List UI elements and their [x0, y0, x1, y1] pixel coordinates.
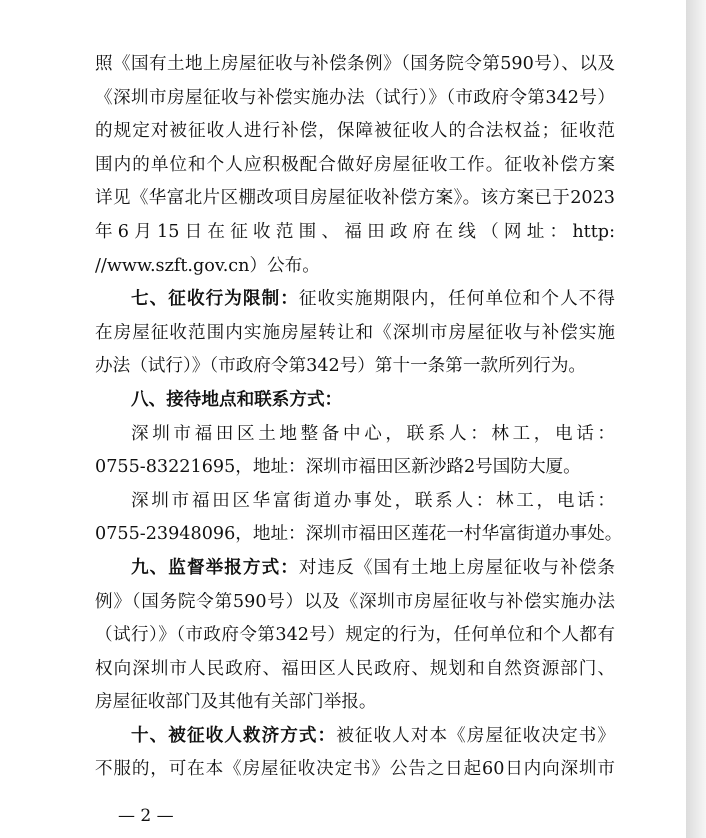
text-span: 被征收人对本《房屋征收决定书》: [336, 725, 615, 746]
section-10-first-line: [95, 720, 615, 754]
text-line: 办法（试行）》（市政府令第342号）第十一条第一款所列行为。: [95, 356, 587, 377]
text-line: 深圳市福田区土地整备中心，联系人：林工，电话：: [131, 423, 615, 444]
text-line: 深圳市福田区华富街道办事处，联系人：林工，电话：: [131, 490, 615, 511]
text-line: （试行）》（市政府令第342号）规定的行为，任何单位和个人都有: [95, 625, 615, 646]
text-line: 详见《华富北片区棚改项目房屋征收补偿方案》。该方案已于2023: [95, 188, 615, 209]
text-line: 在房屋征收范围内实施房屋转让和《深圳市房屋征收与补偿实施: [95, 322, 615, 343]
text-line: 0755-23948096，地址：深圳市福田区莲花一村华富街道办事处。: [95, 524, 623, 545]
section-8-heading-line: [95, 384, 615, 418]
text-line: 年6月15日在征收范围、福田政府在线（网址：http:: [95, 221, 615, 242]
section-heading: 八、接待地点和联系方式：: [131, 389, 343, 410]
section-7-first-line: [95, 283, 615, 317]
section-heading: 九、监督举报方式：: [131, 557, 299, 578]
text-span: 征收实施期限内，任何单位和个人不得: [298, 289, 615, 310]
text-line: 不服的，可在本《房屋征收决定书》公告之日起60日内向深圳市: [95, 759, 615, 780]
text-line: 围内的单位和个人应积极配合做好房屋征收工作。征收补偿方案: [95, 154, 615, 175]
text-line: 《深圳市房屋征收与补偿实施办法（试行）》（市政府令第342号）: [95, 87, 615, 108]
text-line: 照《国有土地上房屋征收与补偿条例》（国务院令第590号）、以及: [95, 54, 615, 74]
document-body: [95, 48, 623, 787]
page-number: — 2 —: [118, 806, 174, 826]
page-edge: [686, 0, 706, 838]
text-line: 的规定对被征收人进行补偿，保障被征收人的合法权益；征收范: [95, 121, 615, 142]
text-line: 房屋征收部门及其他有关部门举报。: [95, 692, 377, 713]
text-span: 对违反《国有土地上房屋征收与补偿条: [298, 557, 615, 578]
text-line: 例》（国务院令第590号）以及《深圳市房屋征收与补偿实施办法: [95, 591, 615, 612]
text-line: 权向深圳市人民政府、福田区人民政府、规划和自然资源部门、: [95, 658, 615, 679]
section-heading: 十、被征收人救济方式：: [131, 725, 337, 746]
text-line: 0755-83221695，地址：深圳市福田区新沙路2号国防大厦。: [95, 457, 581, 478]
text-line: //www.szft.gov.cn）公布。: [95, 255, 320, 276]
section-9-first-line: [95, 552, 615, 586]
section-heading: 七、征收行为限制：: [131, 289, 299, 310]
